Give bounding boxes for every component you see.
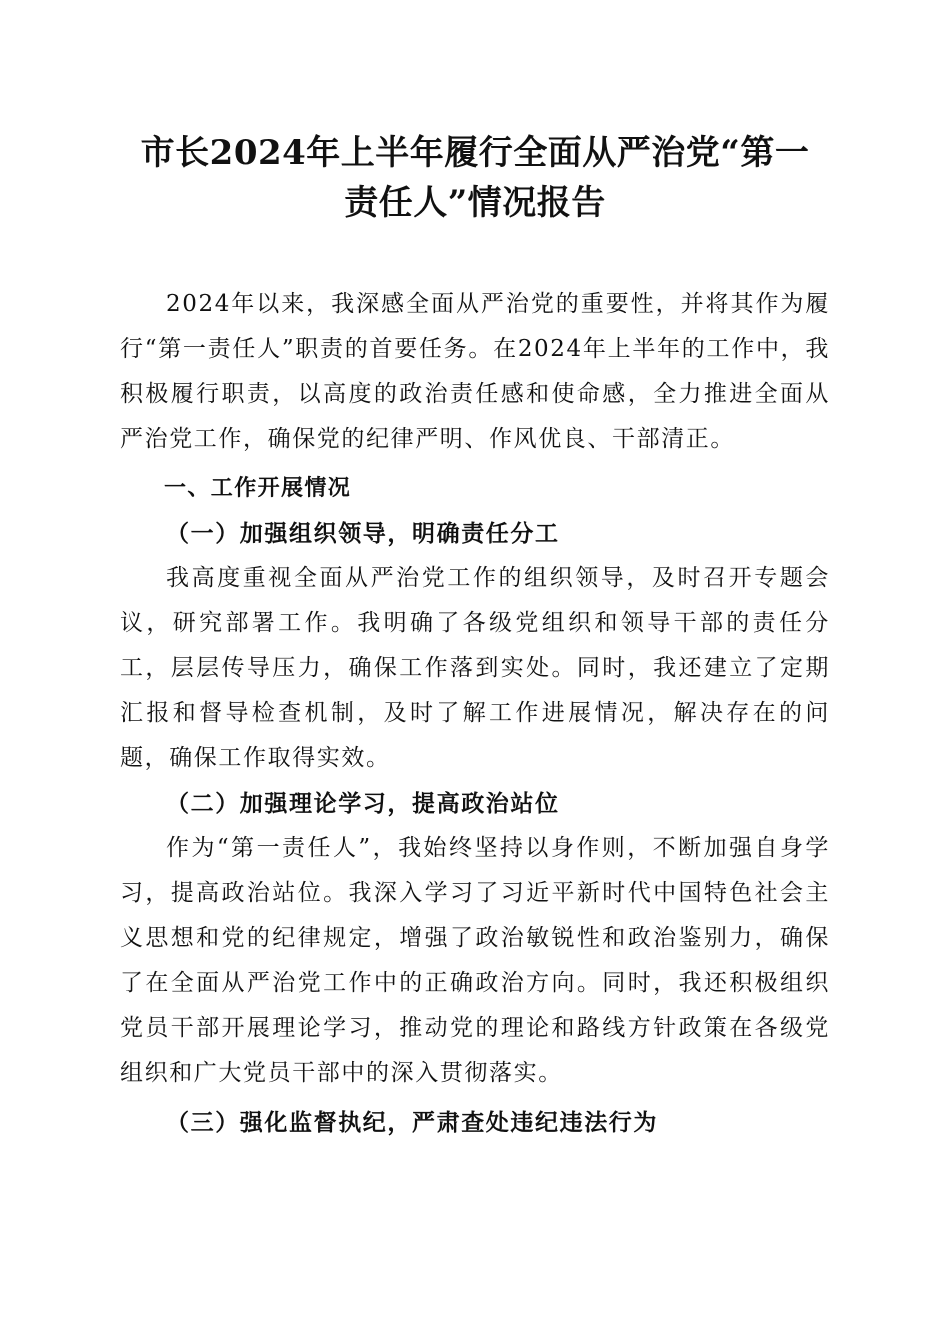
document-title — [120, 128, 830, 228]
section-heading-work-progress: 一、工作开展情况 — [164, 476, 352, 501]
title-line-2: 责任人”情况报告 — [344, 183, 606, 223]
subsection-1-paragraph: 我高度重视全面从严治党工作的组织领导，及时召开专题会议，研究部署工作。我明确了各级党组织和领导干部的责任分工，层层传导压力，确保工作落到实处。同时，我还建立了定期汇报和督导检查机制，及时了解工作进展情况，解决存在的问题，确保工作取得实效。 — [120, 565, 830, 771]
subsection-heading-2: （二）加强理论学习，提高政治站位 — [166, 790, 560, 817]
intro-paragraph: 2024年以来，我深感全面从严治党的重要性，并将其作为履行“第一责任人”职责的首要任务。在2024年上半年的工作中，我积极履行职责，以高度的政治责任感和使命感，全力推进全面从严治党工作，确保党的纪律严明、作风优良、干部清正。 — [120, 291, 830, 452]
title-line-1: 市长2024年上半年履行全面从严治党“第一 — [140, 133, 810, 173]
subsection-heading-1: （一）加强组织领导，明确责任分工 — [166, 520, 560, 547]
subsection-2-paragraph: 作为“第一责任人”，我始终坚持以身作则，不断加强自身学习，提高政治站位。我深入学习了习近平新时代中国特色社会主义思想和党的纪律规定，增强了政治敏锐性和政治鉴别力，确保了在全面从严治党工作中的正确政治方向。同时，我还积极组织党员干部开展理论学习，推动党的理论和路线方针政策在各级党组织和广大党员干部中的深入贯彻落实。 — [120, 835, 830, 1086]
document-content — [120, 128, 830, 1145]
document-body — [120, 282, 830, 1145]
subsection-heading-3: （三）强化监督执纪，严肃查处违纪违法行为 — [166, 1109, 658, 1136]
